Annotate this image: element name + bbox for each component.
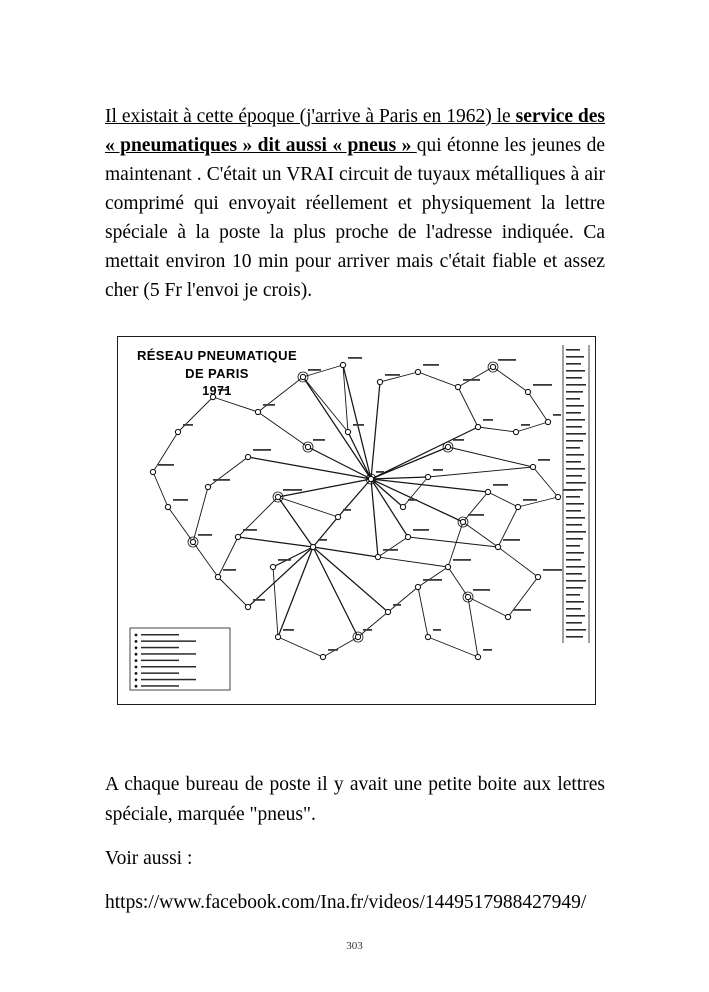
map-title bbox=[132, 347, 302, 401]
pneumatic-network-map bbox=[117, 336, 596, 705]
paragraph-intro bbox=[105, 102, 605, 305]
map-title-line3: 1971 bbox=[202, 384, 232, 399]
map-title-line2: DE PARIS bbox=[185, 366, 249, 382]
page-number: 303 bbox=[346, 940, 363, 952]
map-title-line1: RÉSEAU PNEUMATIQUE bbox=[136, 348, 298, 363]
paragraph-after-map: A chaque bureau de poste il y avait une petite boite aux lettres spéciale, marquée "pneus". bbox=[105, 773, 605, 825]
paragraph-voir-aussi: Voir aussi : bbox=[105, 847, 193, 869]
intro-body-text: qui étonne les jeunes de maintenant . C'était un VRAI circuit de tuyaux métalliques à air comprimé qui envoyait réellement et physiquement la lettre spéciale à la poste la plus proche de l'adresse indiquée. Ca mettait environ 10 min pour arriver mais c'était fiable et assez cher (5 Fr l'envoi je crois). bbox=[105, 134, 605, 301]
facebook-link[interactable]: https://www.facebook.com/Ina.fr/videos/1449517988427949/ bbox=[105, 891, 587, 913]
intro-underlined-text: Il existait à cette époque (j'arrive à Paris en 1962) le bbox=[105, 105, 516, 127]
intro-bold-underlined-text: service des « pneumatiques » dit aussi « pneus » bbox=[105, 105, 606, 156]
